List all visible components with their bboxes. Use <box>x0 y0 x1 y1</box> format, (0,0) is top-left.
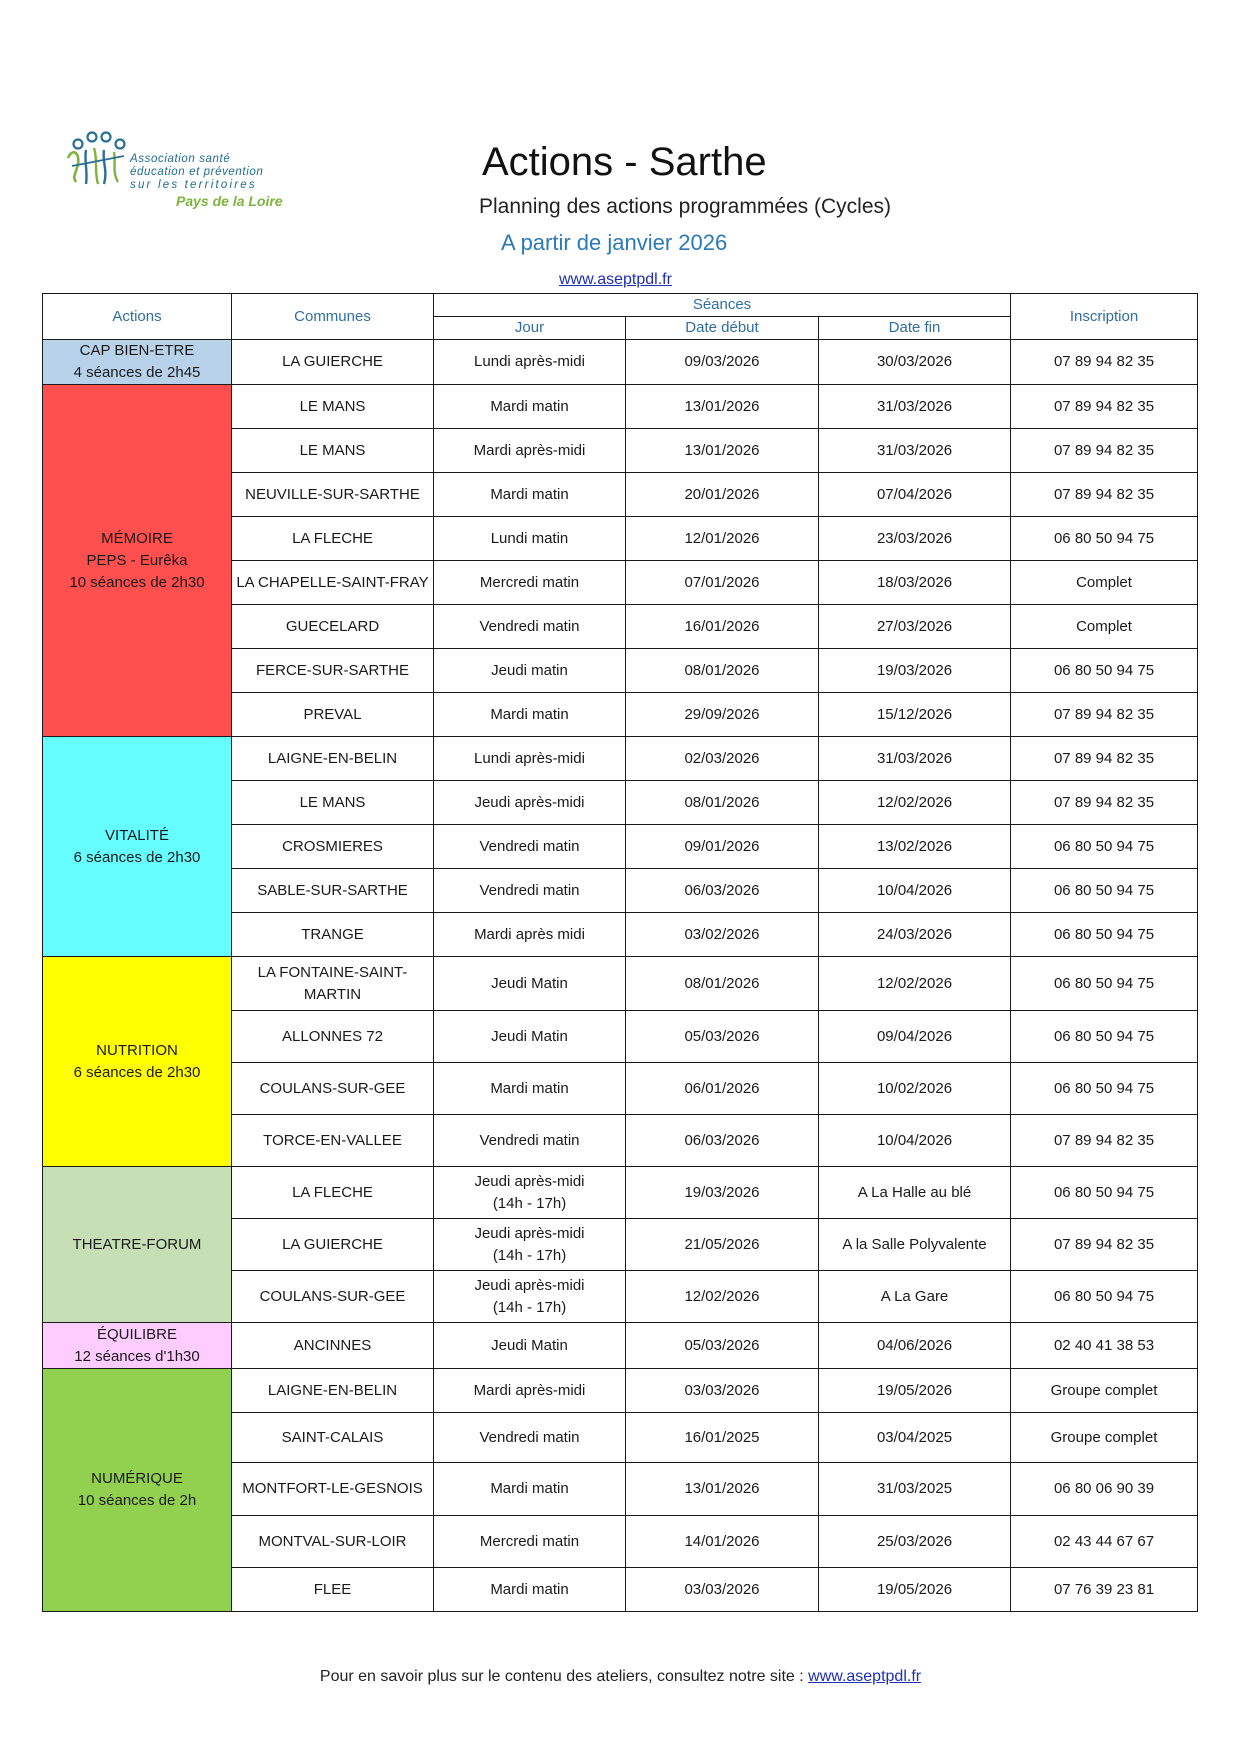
jour-cell: Jeudi Matin <box>434 1323 626 1369</box>
inscription-cell: Groupe complet <box>1011 1369 1198 1413</box>
inscription-cell: 06 80 50 94 75 <box>1011 869 1198 913</box>
jour-cell: Jeudi Matin <box>434 1011 626 1063</box>
table-row <box>43 957 1198 1011</box>
jour-cell: Vendredi matin <box>434 1413 626 1463</box>
date-debut-cell: 05/03/2026 <box>626 1323 819 1369</box>
commune-cell: SABLE-SUR-SARTHE <box>232 869 434 913</box>
commune-cell: LE MANS <box>232 429 434 473</box>
inscription-cell: 06 80 50 94 75 <box>1011 1011 1198 1063</box>
inscription-cell: 07 89 94 82 35 <box>1011 1219 1198 1271</box>
inscription-cell: 07 89 94 82 35 <box>1011 340 1198 385</box>
date-debut-cell: 06/03/2026 <box>626 869 819 913</box>
commune-cell: LA FLECHE <box>232 1167 434 1219</box>
inscription-cell: 06 80 50 94 75 <box>1011 649 1198 693</box>
website-link[interactable]: www.aseptpdl.fr <box>559 271 672 288</box>
jour-cell: Mardi matin <box>434 385 626 429</box>
jour-cell: Lundi matin <box>434 517 626 561</box>
jour-cell: Mardi matin <box>434 1063 626 1115</box>
inscription-cell: 07 89 94 82 35 <box>1011 781 1198 825</box>
date-fin-cell: 07/04/2026 <box>819 473 1011 517</box>
date-fin-cell: 09/04/2026 <box>819 1011 1011 1063</box>
logo-region: Pays de la Loire <box>176 193 283 209</box>
date-debut-cell: 13/01/2026 <box>626 1463 819 1516</box>
jour-cell: Jeudi après-midi (14h - 17h) <box>434 1271 626 1323</box>
jour-cell: Mardi après-midi <box>434 1369 626 1413</box>
inscription-cell: 07 76 39 23 81 <box>1011 1568 1198 1612</box>
commune-cell: TRANGE <box>232 913 434 957</box>
date-debut-cell: 03/03/2026 <box>626 1369 819 1413</box>
commune-cell: CROSMIERES <box>232 825 434 869</box>
action-cell <box>43 385 232 737</box>
header-inscription: Inscription <box>1011 294 1198 340</box>
jour-cell: Jeudi après-midi (14h - 17h) <box>434 1219 626 1271</box>
inscription-cell: 07 89 94 82 35 <box>1011 473 1198 517</box>
date-debut-cell: 09/01/2026 <box>626 825 819 869</box>
action-label-line: MÉMOIRE <box>101 529 173 547</box>
date-debut-cell: 03/03/2026 <box>626 1568 819 1612</box>
people-logo-icon <box>64 126 134 196</box>
action-cell <box>43 1167 232 1323</box>
date-fin-cell: 19/05/2026 <box>819 1568 1011 1612</box>
action-label-line: NUTRITION <box>96 1041 178 1059</box>
action-label-line: ÉQUILIBRE <box>96 1325 178 1343</box>
action-label-line: 4 séances de 2h45 <box>73 364 201 381</box>
header-actions: Actions <box>43 294 232 340</box>
action-cell <box>43 737 232 957</box>
date-debut-cell: 20/01/2026 <box>626 473 819 517</box>
date-fin-cell: 30/03/2026 <box>819 340 1011 385</box>
date-debut-cell: 09/03/2026 <box>626 340 819 385</box>
date-debut-cell: 29/09/2026 <box>626 693 819 737</box>
page-title: Actions - Sarthe <box>482 140 767 184</box>
inscription-cell: 06 80 50 94 75 <box>1011 957 1198 1011</box>
inscription-cell: 02 40 41 38 53 <box>1011 1323 1198 1369</box>
jour-cell: Jeudi Matin <box>434 957 626 1011</box>
commune-cell: ANCINNES <box>232 1323 434 1369</box>
planning-table <box>42 293 1198 1612</box>
table-row <box>43 385 1198 429</box>
jour-cell: Lundi après-midi <box>434 340 626 385</box>
action-label-line: CAP BIEN-ETRE <box>79 342 195 359</box>
jour-cell: Vendredi matin <box>434 825 626 869</box>
table-row <box>43 737 1198 781</box>
commune-cell: COULANS-SUR-GEE <box>232 1063 434 1115</box>
footer-website-link[interactable]: www.aseptpdl.fr <box>808 1668 922 1685</box>
page-subtitle: Planning des actions programmées (Cycles) <box>479 195 892 218</box>
inscription-cell: 06 80 50 94 75 <box>1011 517 1198 561</box>
commune-cell: ALLONNES 72 <box>232 1011 434 1063</box>
date-fin-cell: 10/02/2026 <box>819 1063 1011 1115</box>
date-debut-cell: 05/03/2026 <box>626 1011 819 1063</box>
logo-line-1: Association santé <box>130 153 231 165</box>
jour-cell: Jeudi après-midi <box>434 781 626 825</box>
header-jour: Jour <box>434 317 626 340</box>
date-fin-cell: 31/03/2025 <box>819 1463 1011 1516</box>
commune-cell: MONTVAL-SUR-LOIR <box>232 1516 434 1568</box>
date-fin-cell: 03/04/2025 <box>819 1413 1011 1463</box>
commune-cell: GUECELARD <box>232 605 434 649</box>
start-date-line: A partir de janvier 2026 <box>501 230 728 255</box>
table-row <box>43 1323 1198 1369</box>
jour-cell: Mardi matin <box>434 1463 626 1516</box>
action-label-line: PEPS - Eurêka <box>86 551 188 569</box>
date-fin-cell: 31/03/2026 <box>819 429 1011 473</box>
action-label-line: 12 séances d'1h30 <box>74 1347 200 1365</box>
date-fin-cell: 13/02/2026 <box>819 825 1011 869</box>
inscription-cell: Complet <box>1011 561 1198 605</box>
commune-cell: LA GUIERCHE <box>232 340 434 385</box>
footer-text: Pour en savoir plus sur le contenu des ateliers, consultez notre site : <box>319 1668 809 1685</box>
date-debut-cell: 12/01/2026 <box>626 517 819 561</box>
commune-cell: SAINT-CALAIS <box>232 1413 434 1463</box>
commune-cell: LE MANS <box>232 385 434 429</box>
action-cell <box>43 957 232 1167</box>
date-debut-cell: 03/02/2026 <box>626 913 819 957</box>
date-debut-cell: 16/01/2026 <box>626 605 819 649</box>
jour-cell: Vendredi matin <box>434 1115 626 1167</box>
inscription-cell: 07 89 94 82 35 <box>1011 385 1198 429</box>
commune-cell: PREVAL <box>232 693 434 737</box>
inscription-cell: 06 80 50 94 75 <box>1011 1271 1198 1323</box>
commune-cell: LA FLECHE <box>232 517 434 561</box>
inscription-cell: 06 80 50 94 75 <box>1011 825 1198 869</box>
date-debut-cell: 14/01/2026 <box>626 1516 819 1568</box>
table-row <box>43 1369 1198 1413</box>
commune-cell: MONTFORT-LE-GESNOIS <box>232 1463 434 1516</box>
action-cell <box>43 1323 232 1369</box>
jour-cell: Jeudi après-midi (14h - 17h) <box>434 1167 626 1219</box>
commune-cell: TORCE-EN-VALLEE <box>232 1115 434 1167</box>
jour-cell: Vendredi matin <box>434 869 626 913</box>
commune-cell: FERCE-SUR-SARTHE <box>232 649 434 693</box>
jour-cell: Mardi matin <box>434 1568 626 1612</box>
date-debut-cell: 07/01/2026 <box>626 561 819 605</box>
date-debut-cell: 08/01/2026 <box>626 781 819 825</box>
date-fin-cell: A La Gare <box>819 1271 1011 1323</box>
date-debut-cell: 06/01/2026 <box>626 1063 819 1115</box>
footer <box>0 1668 1241 1686</box>
jour-cell: Mercredi matin <box>434 1516 626 1568</box>
commune-cell: COULANS-SUR-GEE <box>232 1271 434 1323</box>
jour-cell: Mardi après midi <box>434 913 626 957</box>
inscription-cell: 06 80 50 94 75 <box>1011 1167 1198 1219</box>
date-debut-cell: 06/03/2026 <box>626 1115 819 1167</box>
inscription-cell: Groupe complet <box>1011 1413 1198 1463</box>
date-fin-cell: A La Halle au blé <box>819 1167 1011 1219</box>
action-label-line: 6 séances de 2h30 <box>73 1063 201 1081</box>
action-cell <box>43 1369 232 1612</box>
date-fin-cell: 04/06/2026 <box>819 1323 1011 1369</box>
date-debut-cell: 02/03/2026 <box>626 737 819 781</box>
date-fin-cell: 12/02/2026 <box>819 957 1011 1011</box>
commune-cell: LAIGNE-EN-BELIN <box>232 737 434 781</box>
date-debut-cell: 12/02/2026 <box>626 1271 819 1323</box>
date-fin-cell: 23/03/2026 <box>819 517 1011 561</box>
date-debut-cell: 13/01/2026 <box>626 429 819 473</box>
logo-association-text <box>130 153 263 192</box>
commune-cell: LAIGNE-EN-BELIN <box>232 1369 434 1413</box>
inscription-cell: 06 80 50 94 75 <box>1011 1063 1198 1115</box>
action-label-line: 10 séances de 2h30 <box>69 573 205 591</box>
inscription-cell: Complet <box>1011 605 1198 649</box>
header-communes: Communes <box>232 294 434 340</box>
date-fin-cell: 10/04/2026 <box>819 869 1011 913</box>
date-fin-cell: 31/03/2026 <box>819 385 1011 429</box>
jour-cell: Mardi matin <box>434 693 626 737</box>
jour-cell: Mercredi matin <box>434 561 626 605</box>
date-fin-cell: 12/02/2026 <box>819 781 1011 825</box>
jour-cell: Lundi après-midi <box>434 737 626 781</box>
date-debut-cell: 16/01/2025 <box>626 1413 819 1463</box>
inscription-cell: 06 80 50 94 75 <box>1011 913 1198 957</box>
date-debut-cell: 21/05/2026 <box>626 1219 819 1271</box>
inscription-cell: 07 89 94 82 35 <box>1011 693 1198 737</box>
inscription-cell: 07 89 94 82 35 <box>1011 429 1198 473</box>
inscription-cell: 07 89 94 82 35 <box>1011 1115 1198 1167</box>
date-fin-cell: 10/04/2026 <box>819 1115 1011 1167</box>
date-fin-cell: 15/12/2026 <box>819 693 1011 737</box>
date-debut-cell: 13/01/2026 <box>626 385 819 429</box>
commune-cell: NEUVILLE-SUR-SARTHE <box>232 473 434 517</box>
date-debut-cell: 08/01/2026 <box>626 957 819 1011</box>
date-fin-cell: 27/03/2026 <box>819 605 1011 649</box>
inscription-cell: 02 43 44 67 67 <box>1011 1516 1198 1568</box>
date-debut-cell: 08/01/2026 <box>626 649 819 693</box>
planning-table-body <box>43 340 1198 1612</box>
date-debut-cell: 19/03/2026 <box>626 1167 819 1219</box>
action-label-line: THEATRE-FORUM <box>72 1235 202 1253</box>
date-fin-cell: 25/03/2026 <box>819 1516 1011 1568</box>
table-row <box>43 1167 1198 1219</box>
action-label-line: NUMÉRIQUE <box>91 1470 183 1487</box>
header-date-fin: Date fin <box>819 317 1011 340</box>
header-seances: Séances <box>434 294 1011 317</box>
table-row <box>43 340 1198 385</box>
logo-line-3: sur les territoires <box>130 179 257 191</box>
date-fin-cell: 24/03/2026 <box>819 913 1011 957</box>
commune-cell: FLEE <box>232 1568 434 1612</box>
jour-cell: Mardi après-midi <box>434 429 626 473</box>
date-fin-cell: 31/03/2026 <box>819 737 1011 781</box>
commune-cell: LE MANS <box>232 781 434 825</box>
commune-cell: LA GUIERCHE <box>232 1219 434 1271</box>
action-label-line: VITALITÉ <box>105 826 169 844</box>
action-cell <box>43 340 232 385</box>
jour-cell: Jeudi matin <box>434 649 626 693</box>
action-label-line: 6 séances de 2h30 <box>73 848 201 866</box>
date-fin-cell: 19/03/2026 <box>819 649 1011 693</box>
date-fin-cell: 18/03/2026 <box>819 561 1011 605</box>
action-label-line: 10 séances de 2h <box>77 1492 197 1509</box>
header-date-debut: Date début <box>626 317 819 340</box>
jour-cell: Mardi matin <box>434 473 626 517</box>
commune-cell: LA FONTAINE-SAINT-MARTIN <box>232 957 434 1011</box>
commune-cell: LA CHAPELLE-SAINT-FRAY <box>232 561 434 605</box>
logo-line-2: éducation et prévention <box>130 166 264 178</box>
jour-cell: Vendredi matin <box>434 605 626 649</box>
asept-logo <box>64 126 304 208</box>
inscription-cell: 06 80 06 90 39 <box>1011 1463 1198 1516</box>
date-fin-cell: 19/05/2026 <box>819 1369 1011 1413</box>
date-fin-cell: A la Salle Polyvalente <box>819 1219 1011 1271</box>
inscription-cell: 07 89 94 82 35 <box>1011 737 1198 781</box>
